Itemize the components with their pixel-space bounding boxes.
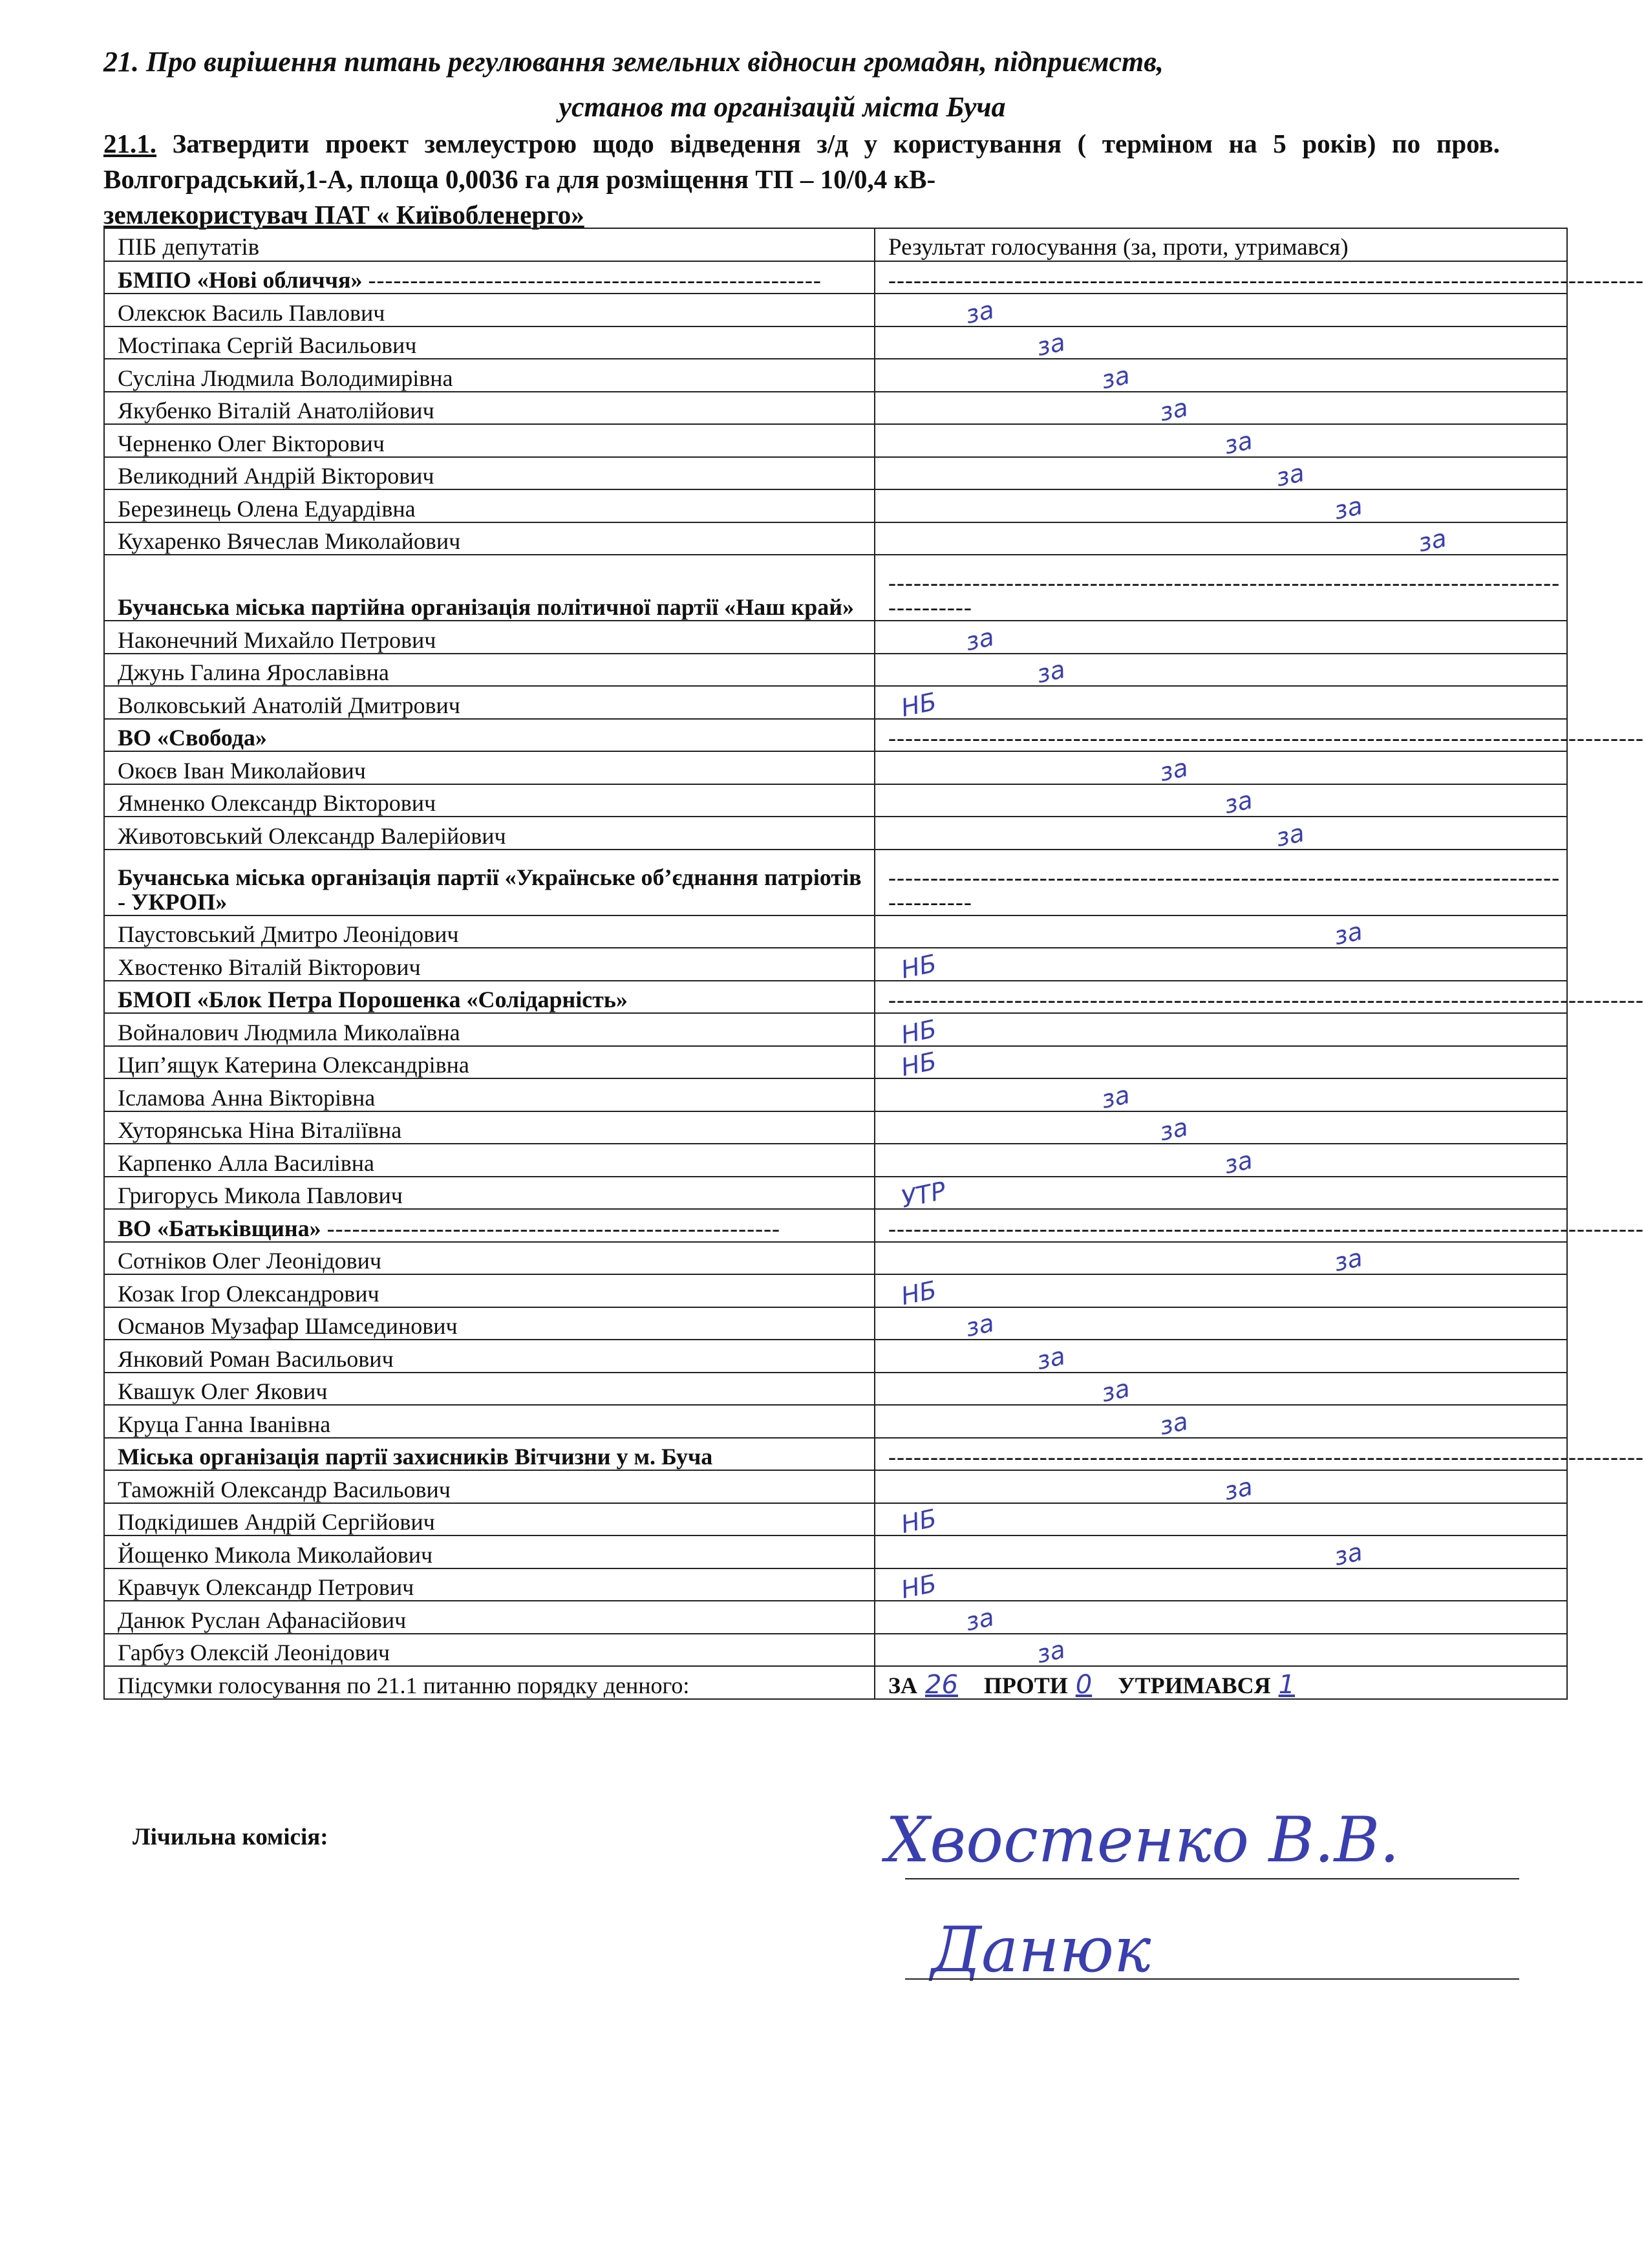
member-row bbox=[104, 424, 1567, 457]
handwritten-vote: за bbox=[1098, 1374, 1133, 1408]
vote-cell bbox=[875, 1078, 1567, 1114]
party-name-text: БМОП «Блок Петра Порошенка «Солідарність» bbox=[118, 987, 628, 1013]
handwritten-vote: за bbox=[1034, 1341, 1068, 1375]
member-name: Круца Ганна Іванівна bbox=[104, 1405, 875, 1438]
member-name: Данюк Руслан Афанасійович bbox=[104, 1601, 875, 1634]
vote-cell bbox=[875, 915, 1567, 951]
summary-proty-label: ПРОТИ bbox=[983, 1672, 1068, 1698]
decision-text bbox=[103, 126, 1500, 233]
dash-filler: ------------------------------------------------------------------------------------------ bbox=[888, 570, 1561, 621]
vote-cell bbox=[875, 294, 1567, 329]
member-row bbox=[104, 817, 1567, 850]
handwritten-vote: УТР bbox=[898, 1176, 948, 1214]
dash-filler: ------------------------------------------------------------------------------------------ bbox=[888, 267, 1644, 294]
voting-table bbox=[103, 228, 1644, 1700]
member-name: Животовський Олександр Валерійович bbox=[104, 817, 875, 850]
signature-1: Хвостенко В.В. bbox=[886, 1804, 1400, 1876]
member-row bbox=[104, 784, 1567, 817]
vote-cell bbox=[875, 1307, 1567, 1343]
summary-row bbox=[104, 1666, 1567, 1699]
vote-cell bbox=[875, 621, 1567, 654]
handwritten-vote: за bbox=[963, 1309, 997, 1343]
vote-cell bbox=[875, 784, 1567, 820]
handwritten-vote: за bbox=[1157, 753, 1191, 787]
party-name-text: Бучанська міська партійна організація політичної партії «Наш край» bbox=[118, 594, 854, 621]
vote-cell bbox=[875, 1274, 1567, 1311]
party-name bbox=[104, 555, 875, 621]
vote-cell bbox=[875, 359, 1567, 392]
party-name-text: Міська організація партії захисників Вітчизни у м. Буча bbox=[118, 1444, 713, 1470]
vote-cell bbox=[875, 522, 1567, 558]
vote-cell bbox=[875, 1176, 1567, 1214]
party-name-text: ВО «Свобода» bbox=[118, 725, 267, 751]
handwritten-vote: за bbox=[1221, 1145, 1255, 1179]
dash-filler: ------------------------------------------------------------------------------------------ bbox=[888, 1215, 1644, 1241]
member-row bbox=[104, 751, 1567, 784]
member-name: Кравчук Олександр Петрович bbox=[104, 1568, 875, 1601]
member-row bbox=[104, 948, 1567, 981]
vote-cell bbox=[875, 1144, 1567, 1177]
member-row bbox=[104, 915, 1567, 948]
vote-cell bbox=[875, 392, 1567, 425]
handwritten-vote: за bbox=[1221, 1471, 1255, 1506]
member-row bbox=[104, 1242, 1567, 1275]
party-dash-cell bbox=[875, 981, 1644, 1014]
member-row bbox=[104, 1535, 1567, 1568]
member-name: Григорусь Микола Павлович bbox=[104, 1177, 875, 1210]
member-row bbox=[104, 1503, 1567, 1536]
dash-filler: ------------------------------------------------------------------------------------------ bbox=[888, 987, 1644, 1013]
party-name bbox=[104, 1438, 875, 1471]
vote-cell bbox=[875, 817, 1567, 850]
handwritten-vote: за bbox=[1331, 491, 1365, 525]
decision-number: 21.1. bbox=[103, 129, 156, 158]
handwritten-vote: НБ bbox=[898, 1503, 939, 1539]
handwritten-vote: за bbox=[1098, 1080, 1133, 1114]
party-dash-cell bbox=[875, 261, 1644, 294]
member-row bbox=[104, 1634, 1567, 1667]
handwritten-vote: за bbox=[1331, 917, 1365, 951]
summary-utrymavsia-value: 1 bbox=[1278, 1669, 1296, 1700]
member-name: Окоєв Іван Миколайович bbox=[104, 751, 875, 784]
handwritten-vote: за bbox=[963, 295, 997, 329]
member-row bbox=[104, 1405, 1567, 1438]
member-name: Войналович Людмила Миколаївна bbox=[104, 1013, 875, 1046]
member-name: Подкідишев Андрій Сергійович bbox=[104, 1503, 875, 1536]
party-name bbox=[104, 719, 875, 752]
member-name: Ямненко Олександр Вікторович bbox=[104, 784, 875, 817]
table-header-row bbox=[104, 228, 1567, 261]
member-row bbox=[104, 1340, 1567, 1373]
member-row bbox=[104, 359, 1567, 392]
party-dash-cell bbox=[875, 1209, 1644, 1242]
party-name bbox=[104, 850, 875, 915]
member-name: Хуторянська Ніна Віталіївна bbox=[104, 1111, 875, 1144]
member-row bbox=[104, 621, 1567, 654]
summary-za-value: 26 bbox=[925, 1669, 958, 1700]
member-row bbox=[104, 1601, 1567, 1634]
member-row bbox=[104, 522, 1567, 555]
member-name: Мостіпака Сергій Васильович bbox=[104, 326, 875, 359]
member-name: Якубенко Віталій Анатолійович bbox=[104, 392, 875, 425]
member-name: Таможній Олександр Васильович bbox=[104, 1470, 875, 1503]
handwritten-vote: за bbox=[1157, 1406, 1191, 1440]
vote-cell bbox=[875, 1111, 1567, 1147]
party-name-text: БМПО «Нові обличчя» bbox=[118, 267, 363, 294]
member-name: Йощенко Микола Миколайович bbox=[104, 1535, 875, 1568]
member-row bbox=[104, 654, 1567, 687]
handwritten-vote: НБ bbox=[898, 948, 939, 984]
summary-proty-value: 0 bbox=[1075, 1669, 1093, 1700]
vote-cell bbox=[875, 326, 1567, 362]
decision-last-line: землекористувач ПАТ « Київобленерго» bbox=[103, 200, 584, 230]
vote-cell bbox=[875, 1535, 1567, 1571]
vote-cell bbox=[875, 489, 1567, 525]
member-name: Черненко Олег Вікторович bbox=[104, 424, 875, 457]
handwritten-vote: НБ bbox=[898, 1568, 939, 1605]
member-row bbox=[104, 1078, 1567, 1111]
member-name: Волковський Анатолій Дмитрович bbox=[104, 686, 875, 719]
member-name: Кухаренко Вячеслав Миколайович bbox=[104, 522, 875, 555]
vote-cell bbox=[875, 1470, 1567, 1506]
member-name: Великодний Андрій Вікторович bbox=[104, 457, 875, 490]
party-name-text: ВО «Батьківщина» bbox=[118, 1215, 321, 1241]
party-row bbox=[104, 1438, 1567, 1471]
member-name: Янковий Роман Васильович bbox=[104, 1340, 875, 1373]
party-dash-cell bbox=[875, 555, 1567, 621]
handwritten-vote: за bbox=[1034, 1635, 1068, 1669]
vote-cell bbox=[875, 751, 1567, 787]
handwritten-vote: за bbox=[1415, 524, 1449, 558]
member-name: Сотніков Олег Леонідович bbox=[104, 1242, 875, 1275]
party-dash-cell bbox=[875, 719, 1644, 752]
summary-results bbox=[875, 1666, 1567, 1699]
signature-2: Данюк bbox=[931, 1914, 1151, 1986]
vote-cell bbox=[875, 457, 1567, 493]
vote-cell bbox=[875, 1013, 1567, 1049]
member-name: Наконечний Михайло Петрович bbox=[104, 621, 875, 654]
handwritten-vote: НБ bbox=[898, 1275, 939, 1311]
col-header-results: Результат голосування (за, проти, утримався) bbox=[875, 228, 1567, 261]
handwritten-vote: НБ bbox=[898, 687, 939, 722]
handwritten-vote: за bbox=[1331, 1537, 1365, 1571]
dash-filler: ------------------------------------------------------ bbox=[326, 1215, 781, 1241]
vote-cell bbox=[875, 1601, 1567, 1634]
page-title-line1: 21. Про вирішення питань регулювання земельних відносин громадян, підприємств, bbox=[103, 46, 1164, 78]
party-row bbox=[104, 261, 1567, 294]
dash-filler: ------------------------------------------------------------------------------------------ bbox=[888, 864, 1561, 915]
dash-filler: ------------------------------------------------------ bbox=[368, 267, 822, 294]
member-row bbox=[104, 392, 1567, 425]
party-row bbox=[104, 981, 1567, 1014]
handwritten-vote: за bbox=[1221, 425, 1255, 460]
member-name: Цип’ящук Катерина Олександрівна bbox=[104, 1046, 875, 1079]
member-name: Паустовський Дмитро Леонідович bbox=[104, 915, 875, 948]
member-row bbox=[104, 1274, 1567, 1307]
signature-line-2 bbox=[905, 1978, 1519, 1980]
vote-cell bbox=[875, 1405, 1567, 1438]
handwritten-vote: за bbox=[1221, 786, 1255, 820]
member-row bbox=[104, 1111, 1567, 1144]
party-row bbox=[104, 719, 1567, 752]
member-name: Хвостенко Віталій Вікторович bbox=[104, 948, 875, 981]
handwritten-vote: за bbox=[963, 1602, 997, 1636]
handwritten-vote: за bbox=[963, 622, 997, 656]
member-name: Джунь Галина Ярославівна bbox=[104, 654, 875, 687]
member-name: Сусліна Людмила Володимирівна bbox=[104, 359, 875, 392]
member-row bbox=[104, 1013, 1567, 1046]
member-row bbox=[104, 1307, 1567, 1340]
member-name: Олексюк Василь Павлович bbox=[104, 294, 875, 326]
vote-cell bbox=[875, 1568, 1567, 1605]
summary-utrymavsia-label: УТРИМАВСЯ bbox=[1118, 1672, 1271, 1698]
party-dash-cell bbox=[875, 1438, 1644, 1471]
decision-body: Затвердити проект землеустрою щодо відведення з/д у користування ( терміном на 5 років) по пров. Волгоградський,1-А, площа 0,0036 га для розміщення ТП – 10/0,4 кВ- bbox=[103, 129, 1500, 194]
party-name bbox=[104, 261, 875, 294]
handwritten-vote: НБ bbox=[898, 1046, 939, 1082]
member-row bbox=[104, 686, 1567, 719]
handwritten-vote: за bbox=[1273, 818, 1307, 852]
col-header-names: ПІБ депутатів bbox=[104, 228, 875, 261]
handwritten-vote: за bbox=[1157, 1113, 1191, 1147]
vote-cell bbox=[875, 654, 1567, 687]
party-dash-cell bbox=[875, 850, 1567, 915]
party-row bbox=[104, 1209, 1567, 1242]
vote-cell bbox=[875, 424, 1567, 460]
party-row bbox=[104, 850, 1567, 915]
summary-label: Підсумки голосування по 21.1 питанню порядку денного: bbox=[104, 1666, 875, 1699]
member-name: Березинець Олена Едуардівна bbox=[104, 489, 875, 522]
commission-label: Лічильна комісія: bbox=[133, 1824, 328, 1850]
vote-cell bbox=[875, 686, 1567, 722]
handwritten-vote: за bbox=[1034, 655, 1068, 689]
vote-cell bbox=[875, 1634, 1567, 1667]
member-name: Квашук Олег Якович bbox=[104, 1373, 875, 1406]
summary-za-label: ЗА bbox=[888, 1672, 917, 1698]
member-name: Козак Ігор Олександрович bbox=[104, 1274, 875, 1307]
handwritten-vote: за bbox=[1331, 1243, 1365, 1278]
signature-line-1 bbox=[905, 1878, 1519, 1879]
member-row bbox=[104, 1144, 1567, 1177]
member-row bbox=[104, 1046, 1567, 1079]
member-name: Карпенко Алла Василівна bbox=[104, 1144, 875, 1177]
party-name bbox=[104, 1209, 875, 1242]
member-row bbox=[104, 1568, 1567, 1601]
handwritten-vote: за bbox=[1034, 328, 1068, 362]
member-row bbox=[104, 326, 1567, 359]
member-row bbox=[104, 1177, 1567, 1210]
member-name: Ісламова Анна Вікторівна bbox=[104, 1078, 875, 1111]
dash-filler: ------------------------------------------------------------------------------------------ bbox=[888, 725, 1644, 751]
member-row bbox=[104, 1470, 1567, 1503]
party-row bbox=[104, 555, 1567, 621]
member-row bbox=[104, 294, 1567, 326]
vote-cell bbox=[875, 1242, 1567, 1278]
member-row bbox=[104, 1373, 1567, 1406]
member-name: Гарбуз Олексій Леонідович bbox=[104, 1634, 875, 1667]
member-row bbox=[104, 489, 1567, 522]
member-row bbox=[104, 457, 1567, 490]
handwritten-vote: за bbox=[1273, 458, 1307, 493]
handwritten-vote: за bbox=[1098, 360, 1133, 394]
page-title-line2: установ та організацій міста Буча bbox=[559, 91, 1006, 123]
vote-cell bbox=[875, 1340, 1567, 1373]
vote-cell bbox=[875, 1046, 1567, 1082]
party-name-text: Бучанська міська організація партії «Українське об’єднання патріотів - УКРОП» bbox=[118, 864, 862, 915]
handwritten-vote: за bbox=[1157, 393, 1191, 427]
handwritten-vote: НБ bbox=[898, 1014, 939, 1049]
member-name: Османов Музафар Шамсединович bbox=[104, 1307, 875, 1340]
vote-cell bbox=[875, 948, 1567, 984]
dash-filler: ------------------------------------------------------------------------------------------ bbox=[888, 1444, 1644, 1470]
party-name bbox=[104, 981, 875, 1014]
vote-cell bbox=[875, 1503, 1567, 1539]
vote-cell bbox=[875, 1373, 1567, 1406]
